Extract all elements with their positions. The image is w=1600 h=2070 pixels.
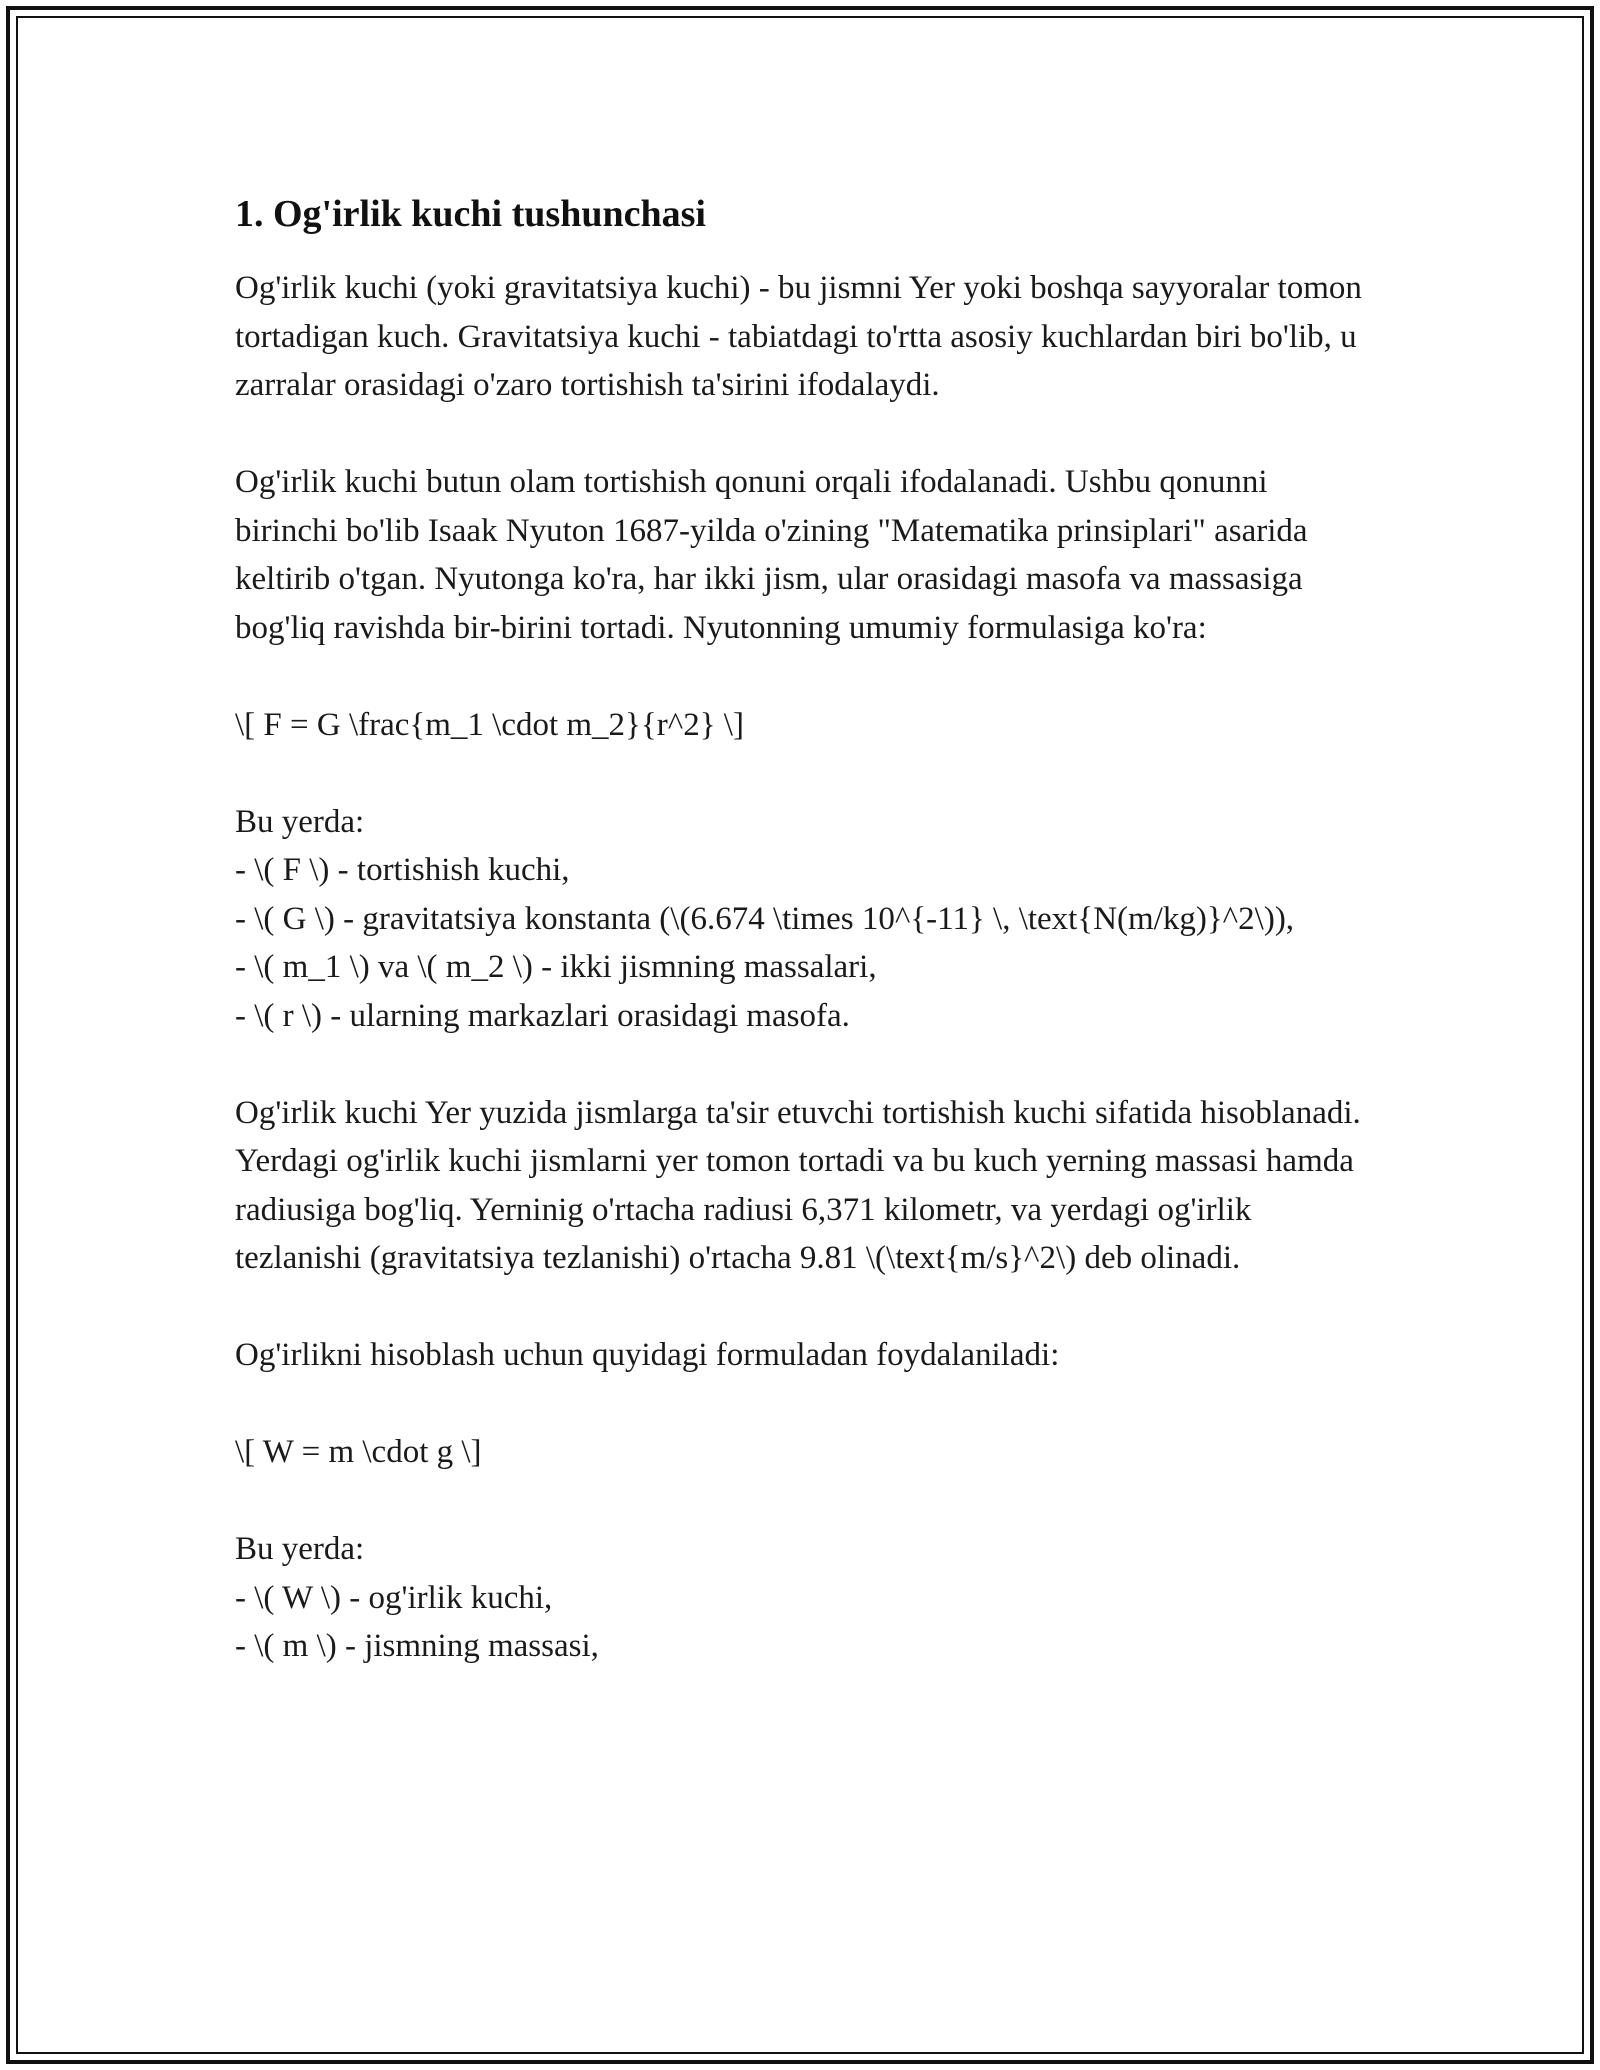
paragraph-earth-gravity: Og'irlik kuchi Yer yuzida jismlarga ta'sir etuvchi tortishish kuchi sifatida hisoblanadi. Yerdagi og'irlik kuchi jismlarni yer tomon tortadi va bu kuch yerning massasi hamda radiusiga bog'liq. Yerninig o'rtacha radiusi 6,371 kilometr, va yerdagi og'irlik tezlanishi (gravitatsiya tezlanishi) o'rtacha 9.81 \(\text{m/s}^2\) deb olinadi. — [235, 1094, 1361, 1276]
list-item: - \( m_1 \) va \( m_2 \) - ikki jismning massalari, — [235, 949, 877, 985]
list-item: - \( G \) - gravitatsiya konstanta (\(6.674 \times 10^{-11} \, \text{N(m/kg)}^2\)), — [235, 900, 1295, 937]
formula-weight: \[ W = m \cdot g \] — [235, 1434, 482, 1470]
list-intro: Bu yerda: — [235, 803, 365, 840]
paragraph-newton-law: Og'irlik kuchi butun olam tortishish qonuni orqali ifodalanadi. Ushbu qonunni birinchi bo'lib Isaak Nyuton 1687-yilda o'zining "Matematika prinsiplari" asarida keltirib o'tgan. Nyutonga ko'ra, har ikki jism, ular orasidagi masofa va massasiga bog'liq ravishda bir-birini tortadi. Nyutonning umumiy formulasiga ko'ra: — [235, 464, 1308, 646]
variable-list-weight — [235, 1525, 1375, 1671]
list-item: - \( W \) - og'irlik kuchi, — [235, 1579, 553, 1616]
section-heading: 1. Og'irlik kuchi tushunchasi — [235, 193, 706, 235]
list-item: - \( m \) - jismning massasi, — [235, 1628, 599, 1664]
list-item: - \( F \) - tortishish kuchi, — [235, 852, 570, 888]
paragraph-weight-intro: Og'irlikni hisoblash uchun quyidagi formuladan foydalaniladi: — [235, 1337, 1060, 1373]
list-intro: Bu yerda: — [235, 1531, 365, 1567]
variable-list-gravitation — [235, 798, 1375, 1041]
document-body — [235, 188, 1375, 1719]
list-item: - \( r \) - ularning markazlari orasidagi masofa. — [235, 997, 850, 1034]
formula-gravitation: \[ F = G \frac{m_1 \cdot m_2}{r^2} \] — [235, 706, 744, 743]
paragraph-definition: Og'irlik kuchi (yoki gravitatsiya kuchi) - bu jismni Yer yoki boshqa sayyoralar tomon tortadigan kuch. Gravitatsiya kuchi - tabiatdagi to'rtta asosiy kuchlardan biri bo'lib, u zarralar orasidagi o'zaro tortishish ta'sirini ifodalaydi. — [235, 270, 1362, 403]
